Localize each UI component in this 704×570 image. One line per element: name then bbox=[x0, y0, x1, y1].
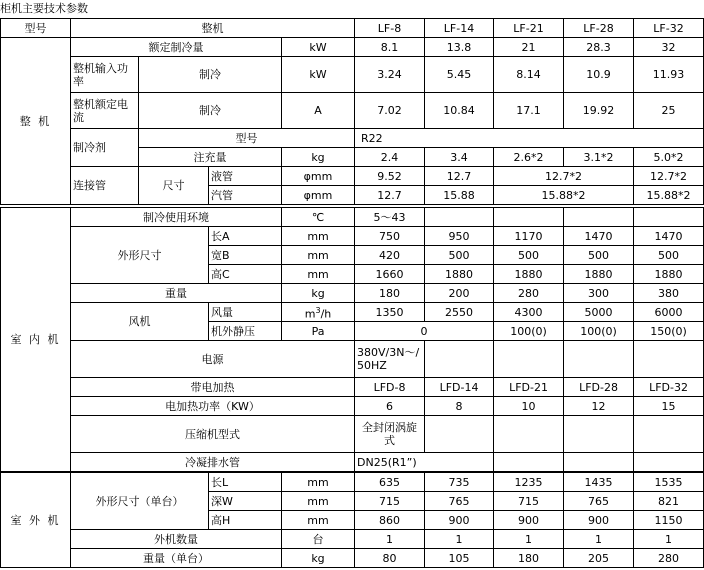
unit-cell: kg bbox=[282, 549, 355, 568]
value-cell: 900 bbox=[494, 511, 564, 530]
value-cell: 3.24 bbox=[355, 57, 425, 93]
value-cell: 全封闭涡旋式 bbox=[355, 416, 425, 453]
table-row bbox=[1, 284, 704, 303]
row-group-label: 整机输入功率 bbox=[71, 57, 139, 93]
empty-cell bbox=[634, 341, 704, 378]
row-group-label: 连接管 bbox=[71, 167, 139, 205]
value-cell: 15.88*2 bbox=[494, 186, 634, 205]
row-label: 制冷 bbox=[139, 57, 282, 93]
value-cell: 12.7 bbox=[425, 167, 494, 186]
value-cell: 635 bbox=[355, 473, 425, 492]
row-group-label: 风机 bbox=[71, 303, 209, 341]
value-cell: 15.88*2 bbox=[634, 186, 704, 205]
table-row bbox=[1, 473, 704, 492]
value-cell: 25 bbox=[634, 93, 704, 129]
value-cell: 12.7*2 bbox=[494, 167, 634, 186]
unit-cell: kg bbox=[282, 284, 355, 303]
unit-cell bbox=[282, 303, 355, 322]
value-cell: 10 bbox=[494, 397, 564, 416]
unit-sup: 3 bbox=[315, 305, 321, 315]
value-cell: 1880 bbox=[494, 265, 564, 284]
value-cell: 1 bbox=[355, 530, 425, 549]
unit-cell: mm bbox=[282, 246, 355, 265]
value-cell: 6 bbox=[355, 397, 425, 416]
table-row bbox=[1, 549, 704, 568]
row-group-label: 制冷剂 bbox=[71, 129, 139, 167]
section-outdoor: 室 外 机 bbox=[1, 473, 71, 568]
unit-cell: A bbox=[282, 93, 355, 129]
value-cell: 80 bbox=[355, 549, 425, 568]
header-model-label: 型号 bbox=[1, 19, 71, 38]
unit-cell: kW bbox=[282, 57, 355, 93]
value-cell: LFD-14 bbox=[425, 378, 494, 397]
value-cell: 0 bbox=[355, 322, 494, 341]
value-cell: 1 bbox=[494, 530, 564, 549]
value-cell: 150(0) bbox=[634, 322, 704, 341]
value-cell: 1350 bbox=[355, 303, 425, 322]
row-sub-label: 尺寸 bbox=[139, 167, 209, 205]
row-label: 重量（单台） bbox=[71, 549, 282, 568]
empty-cell bbox=[564, 208, 634, 227]
table-caption: 柜机主要技术参数 bbox=[0, 2, 88, 15]
empty-cell bbox=[634, 208, 704, 227]
value-cell: 1660 bbox=[355, 265, 425, 284]
value-cell: 2.4 bbox=[355, 148, 425, 167]
value-cell: 3.4 bbox=[425, 148, 494, 167]
row-label: 压缩机型式 bbox=[71, 416, 355, 453]
value-cell: 900 bbox=[425, 511, 494, 530]
row-label: 汽管 bbox=[209, 186, 282, 205]
row-label: 风量 bbox=[209, 303, 282, 322]
header-group: 整机 bbox=[71, 19, 355, 38]
value-cell: 28.3 bbox=[564, 38, 634, 57]
value-cell: 100(0) bbox=[564, 322, 634, 341]
spec-table-indoor-outdoor bbox=[0, 207, 704, 472]
empty-cell bbox=[494, 208, 564, 227]
row-label: 深W bbox=[209, 492, 282, 511]
unit-cell: kW bbox=[282, 38, 355, 57]
header-row bbox=[1, 19, 704, 38]
value-cell: 12 bbox=[564, 397, 634, 416]
value-cell: 180 bbox=[355, 284, 425, 303]
value-cell: 205 bbox=[564, 549, 634, 568]
value-cell: 2.6*2 bbox=[494, 148, 564, 167]
value-cell: 11.93 bbox=[634, 57, 704, 93]
row-label: 电加热功率（KW） bbox=[71, 397, 355, 416]
value-cell: 6000 bbox=[634, 303, 704, 322]
value-cell: 8.1 bbox=[355, 38, 425, 57]
table-row bbox=[1, 208, 704, 227]
table-row bbox=[1, 453, 704, 472]
value-cell: 300 bbox=[564, 284, 634, 303]
value-cell: DN25(R1”) bbox=[355, 453, 494, 472]
value-cell: 715 bbox=[355, 492, 425, 511]
value-cell: 1880 bbox=[425, 265, 494, 284]
value-cell: 10.84 bbox=[425, 93, 494, 129]
table-row bbox=[1, 57, 704, 93]
empty-cell bbox=[564, 453, 634, 472]
value-cell: 21 bbox=[494, 38, 564, 57]
value-cell: 17.1 bbox=[494, 93, 564, 129]
value-cell: 950 bbox=[425, 227, 494, 246]
value-cell: 13.8 bbox=[425, 38, 494, 57]
row-label: 制冷 bbox=[139, 93, 282, 129]
value-cell: LFD-28 bbox=[564, 378, 634, 397]
row-label: 液管 bbox=[209, 167, 282, 186]
value-cell: 9.52 bbox=[355, 167, 425, 186]
empty-cell bbox=[634, 453, 704, 472]
value-cell: 765 bbox=[425, 492, 494, 511]
value-cell: 1170 bbox=[494, 227, 564, 246]
value-cell: 1470 bbox=[564, 227, 634, 246]
value-cell: 1880 bbox=[634, 265, 704, 284]
empty-cell bbox=[564, 416, 634, 453]
value-cell: 821 bbox=[634, 492, 704, 511]
row-label: 额定制冷量 bbox=[71, 38, 282, 57]
row-group-label: 整机额定电流 bbox=[71, 93, 139, 129]
row-label: 长L bbox=[209, 473, 282, 492]
value-cell: 10.9 bbox=[564, 57, 634, 93]
value-cell: 765 bbox=[564, 492, 634, 511]
value-cell: 5.0*2 bbox=[634, 148, 704, 167]
unit-cell: mm bbox=[282, 492, 355, 511]
row-group-label: 外形尺寸（单台） bbox=[71, 473, 209, 530]
row-label: 高H bbox=[209, 511, 282, 530]
value-cell: 380V/3N～/50HZ bbox=[355, 341, 425, 378]
empty-cell bbox=[425, 208, 494, 227]
model-lf32: LF-32 bbox=[634, 19, 704, 38]
empty-cell bbox=[425, 416, 494, 453]
value-cell: 15 bbox=[634, 397, 704, 416]
table-row bbox=[1, 397, 704, 416]
unit-cell: φmm bbox=[282, 167, 355, 186]
unit-cell: ℃ bbox=[282, 208, 355, 227]
table-row bbox=[1, 167, 704, 186]
value-cell: 420 bbox=[355, 246, 425, 265]
value-cell: 500 bbox=[425, 246, 494, 265]
value-cell: 860 bbox=[355, 511, 425, 530]
table-row bbox=[1, 227, 704, 246]
value-cell: 12.7 bbox=[355, 186, 425, 205]
row-label: 冷凝排水管 bbox=[71, 453, 355, 472]
value-cell: 1435 bbox=[564, 473, 634, 492]
row-label: 带电加热 bbox=[71, 378, 355, 397]
value-cell: 715 bbox=[494, 492, 564, 511]
unit-rest: /h bbox=[320, 307, 332, 321]
empty-cell bbox=[564, 341, 634, 378]
value-cell: 900 bbox=[564, 511, 634, 530]
unit-cell: 台 bbox=[282, 530, 355, 549]
value-cell: 1150 bbox=[634, 511, 704, 530]
row-label: 注充量 bbox=[139, 148, 282, 167]
model-lf28: LF-28 bbox=[564, 19, 634, 38]
row-label: 长A bbox=[209, 227, 282, 246]
value-cell: 8.14 bbox=[494, 57, 564, 93]
value-cell: 180 bbox=[494, 549, 564, 568]
row-label: 制冷使用环境 bbox=[71, 208, 282, 227]
value-cell: 200 bbox=[425, 284, 494, 303]
value-cell: 19.92 bbox=[564, 93, 634, 129]
unit-cell: kg bbox=[282, 148, 355, 167]
model-lf21: LF-21 bbox=[494, 19, 564, 38]
unit-cell: mm bbox=[282, 473, 355, 492]
value-cell: 5000 bbox=[564, 303, 634, 322]
row-label: 电源 bbox=[71, 341, 355, 378]
value-cell: 1880 bbox=[564, 265, 634, 284]
unit-base: m bbox=[304, 307, 316, 321]
row-label: 重量 bbox=[71, 284, 282, 303]
model-lf14: LF-14 bbox=[425, 19, 494, 38]
row-label: 高C bbox=[209, 265, 282, 284]
row-group-label: 外形尺寸 bbox=[71, 227, 209, 284]
unit-cell: mm bbox=[282, 265, 355, 284]
model-lf8: LF-8 bbox=[355, 19, 425, 38]
table-row bbox=[1, 341, 704, 378]
value-cell: 8 bbox=[425, 397, 494, 416]
value-cell: 750 bbox=[355, 227, 425, 246]
table-row bbox=[1, 416, 704, 453]
value-cell: 280 bbox=[634, 549, 704, 568]
row-label: 外机数量 bbox=[71, 530, 282, 549]
unit-cell: mm bbox=[282, 511, 355, 530]
value-cell: 105 bbox=[425, 549, 494, 568]
table-row bbox=[1, 378, 704, 397]
value-cell: 280 bbox=[494, 284, 564, 303]
table-row bbox=[1, 38, 704, 57]
spec-table-outdoor bbox=[0, 472, 704, 568]
value-cell: 500 bbox=[564, 246, 634, 265]
value-cell: 5.45 bbox=[425, 57, 494, 93]
value-cell: 12.7*2 bbox=[634, 167, 704, 186]
value-cell: 1535 bbox=[634, 473, 704, 492]
section-indoor: 室 内 机 bbox=[1, 208, 71, 472]
value-cell: LFD-21 bbox=[494, 378, 564, 397]
value-cell: 500 bbox=[634, 246, 704, 265]
value-cell: 2550 bbox=[425, 303, 494, 322]
row-label: 机外静压 bbox=[209, 322, 282, 341]
empty-cell bbox=[494, 341, 564, 378]
value-cell: 5～43 bbox=[355, 208, 425, 227]
table-row bbox=[1, 93, 704, 129]
value-cell: R22 bbox=[355, 129, 704, 148]
value-cell: 1 bbox=[564, 530, 634, 549]
row-label: 宽B bbox=[209, 246, 282, 265]
value-cell: 15.88 bbox=[425, 186, 494, 205]
value-cell: LFD-8 bbox=[355, 378, 425, 397]
unit-cell: Pa bbox=[282, 322, 355, 341]
value-cell: 4300 bbox=[494, 303, 564, 322]
spec-table bbox=[0, 18, 704, 205]
value-cell: 735 bbox=[425, 473, 494, 492]
value-cell: 100(0) bbox=[494, 322, 564, 341]
unit-cell: φmm bbox=[282, 186, 355, 205]
empty-cell bbox=[494, 453, 564, 472]
empty-cell bbox=[634, 416, 704, 453]
table-row bbox=[1, 303, 704, 322]
section-unit: 整 机 bbox=[1, 38, 71, 205]
value-cell: 7.02 bbox=[355, 93, 425, 129]
table-row bbox=[1, 530, 704, 549]
value-cell: 1 bbox=[634, 530, 704, 549]
unit-cell: mm bbox=[282, 227, 355, 246]
value-cell: 1470 bbox=[634, 227, 704, 246]
value-cell: 500 bbox=[494, 246, 564, 265]
table-row bbox=[1, 129, 704, 148]
value-cell: 32 bbox=[634, 38, 704, 57]
value-cell: 1 bbox=[425, 530, 494, 549]
value-cell: 1235 bbox=[494, 473, 564, 492]
row-label: 型号 bbox=[139, 129, 355, 148]
value-cell: LFD-32 bbox=[634, 378, 704, 397]
empty-cell bbox=[425, 341, 494, 378]
value-cell: 3.1*2 bbox=[564, 148, 634, 167]
value-cell: 380 bbox=[634, 284, 704, 303]
empty-cell bbox=[494, 416, 564, 453]
